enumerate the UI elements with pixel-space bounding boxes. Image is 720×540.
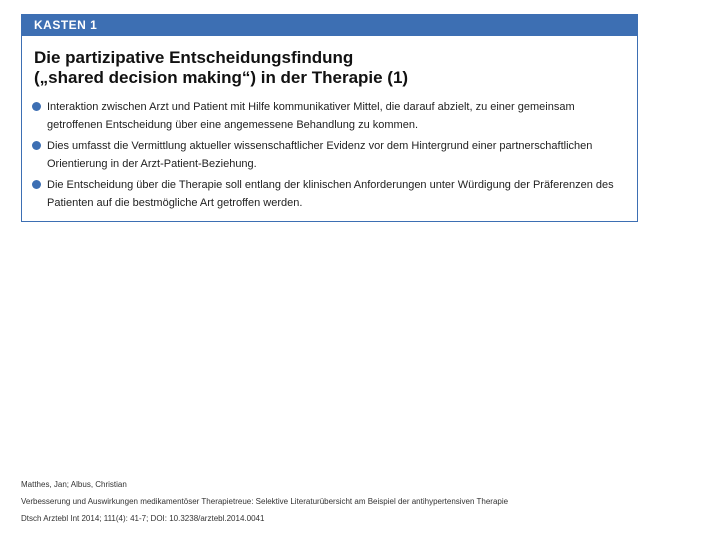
bullet-text: Die Entscheidung über die Therapie soll entlang der klinischen Anforderungen unter Würdigung der Präferenzen des Patienten auf die bestmögliche Art getroffen werden. [47, 179, 614, 209]
bullet-text: Dies umfasst die Vermittlung aktueller wissenschaftlicher Evidenz vor dem Hintergrund einer partnerschaftlichen Orientierung in der Arzt-Patient-Beziehung. [47, 140, 593, 170]
list-item [32, 98, 632, 134]
box-header-label: KASTEN 1 [34, 18, 98, 32]
bullet-dot-icon [32, 141, 41, 150]
bullet-dot-icon [32, 102, 41, 111]
bullet-list [32, 98, 632, 215]
citation-title: Verbesserung und Auswirkungen medikamentöser Therapietreue: Selektive Literaturübersicht am Beispiel der antihypertensiven Therapie [21, 497, 509, 506]
citation-authors: Matthes, Jan; Albus, Christian [21, 480, 127, 489]
box-title-line-2: („shared decision making“) in der Therapie (1) [34, 68, 409, 87]
citation-source: Dtsch Arztebl Int 2014; 111(4): 41-7; DOI: 10.3238/arztebl.2014.0041 [21, 514, 265, 523]
list-item [32, 176, 632, 212]
info-box [21, 14, 638, 222]
box-title-line-1: Die partizipative Entscheidungsfindung [34, 48, 354, 67]
list-item [32, 137, 632, 173]
box-title [34, 48, 624, 88]
box-header [22, 14, 637, 36]
citation [21, 476, 711, 527]
bullet-text: Interaktion zwischen Arzt und Patient mit Hilfe kommunikativer Mittel, die darauf abzielt, zu einer gemeinsam getroffenen Entscheidung über eine angemessene Behandlung zu kommen. [47, 101, 575, 131]
bullet-dot-icon [32, 180, 41, 189]
